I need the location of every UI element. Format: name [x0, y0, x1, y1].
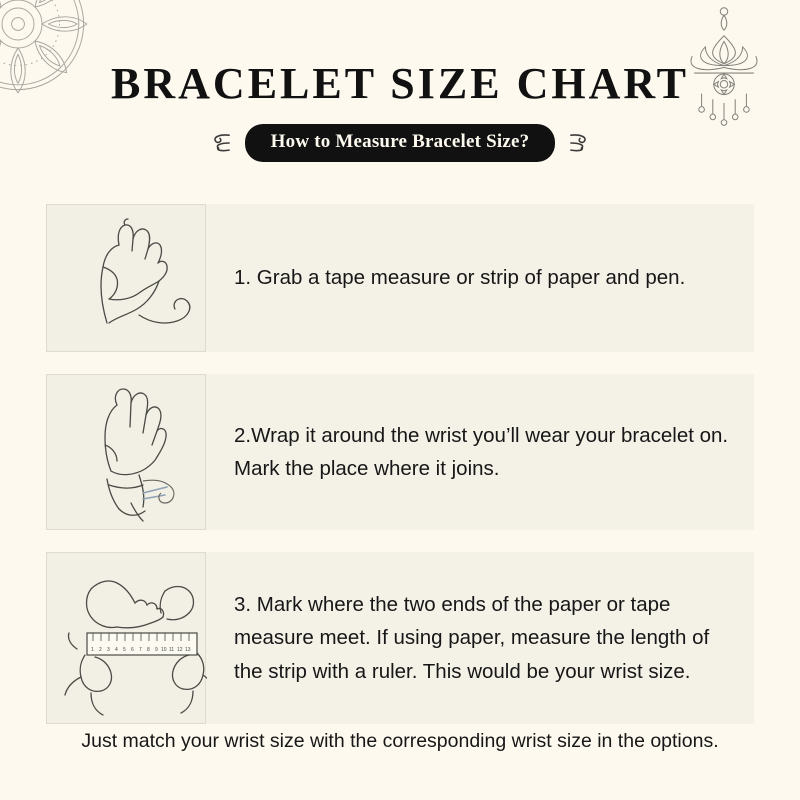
step-text: 3. Mark where the two ends of the paper or tape measure meet. If using paper, measure the length of the strip with a ruler. This would be your wrist size. [234, 593, 710, 683]
svg-text:2: 2 [99, 647, 102, 653]
svg-text:6: 6 [131, 647, 134, 653]
step-text: 1. Grab a tape measure or strip of paper and pen. [234, 266, 686, 290]
list-item [46, 552, 754, 724]
subtitle-row [0, 124, 800, 162]
svg-text:3: 3 [107, 647, 110, 653]
svg-text:11: 11 [169, 647, 175, 653]
list-item [46, 374, 754, 530]
hand-wrapping-wrist-illustration [46, 374, 206, 530]
page-title: BRACELET SIZE CHART [111, 59, 689, 108]
svg-text:5: 5 [123, 647, 126, 653]
svg-text:7: 7 [139, 647, 142, 653]
ruler-measuring-strip-illustration [46, 552, 206, 724]
hand-with-tape-measure-illustration [46, 204, 206, 352]
svg-text:9: 9 [155, 647, 158, 653]
svg-text:12: 12 [177, 647, 183, 653]
step-text: 2.Wrap it around the wrist you’ll wear your bracelet on. Mark the place where it joins. [234, 423, 729, 480]
subtitle-pill: How to Measure Bracelet Size? [245, 124, 556, 162]
svg-text:1: 1 [91, 647, 94, 653]
swirl-icon [207, 130, 233, 156]
steps-list [46, 204, 754, 746]
footer-note: Just match your wrist size with the corresponding wrist size in the options. [81, 730, 719, 752]
swirl-icon [567, 130, 593, 156]
svg-text:8: 8 [147, 647, 150, 653]
svg-text:4: 4 [115, 647, 118, 653]
svg-text:10: 10 [161, 647, 167, 653]
svg-text:13: 13 [185, 647, 191, 653]
list-item [46, 204, 754, 352]
